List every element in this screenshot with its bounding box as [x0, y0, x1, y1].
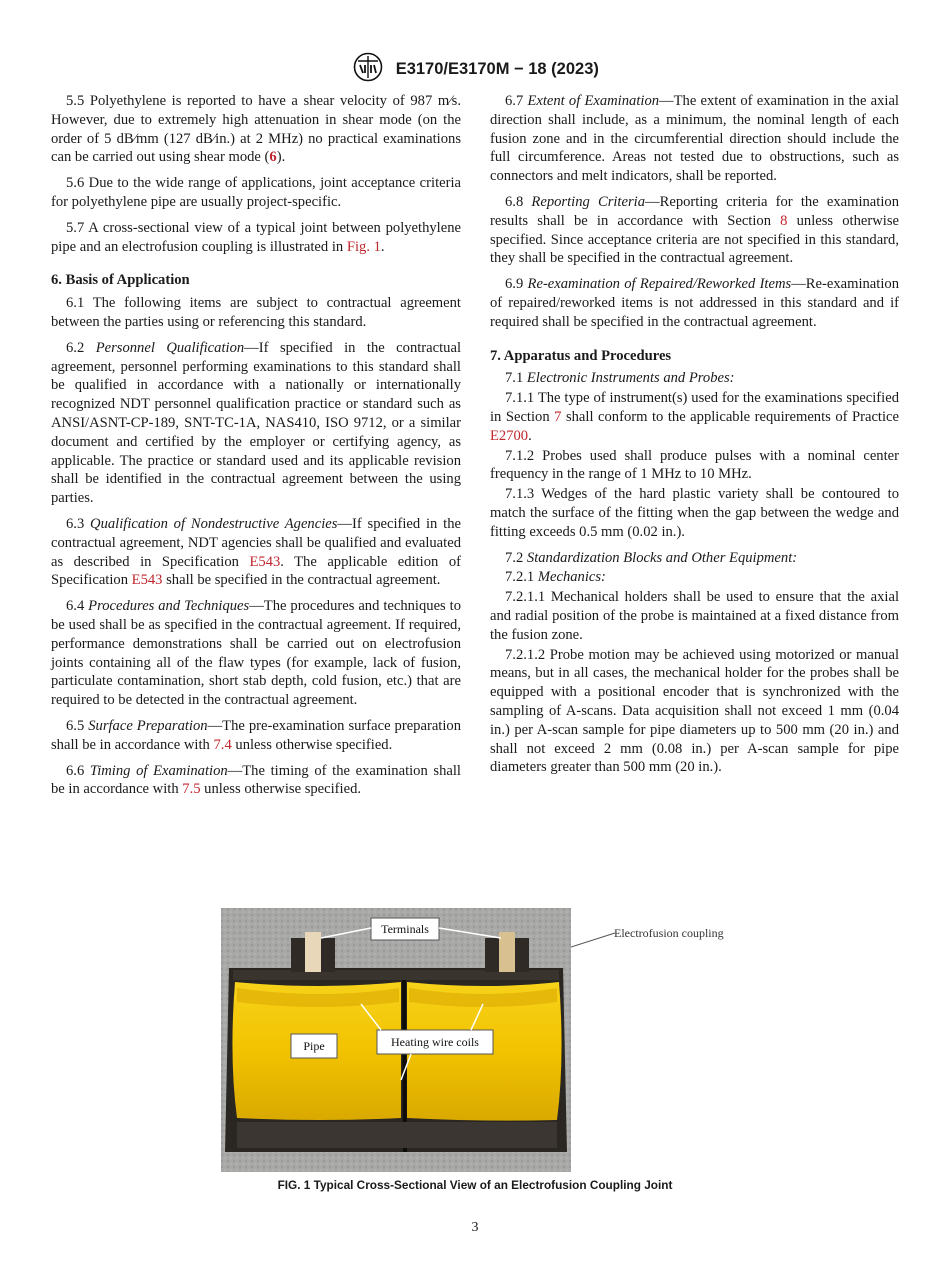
terminal-left-pin: [305, 932, 321, 972]
para-6-8: 6.8 Reporting Criteria—Reporting criteria for the examination results shall be in accordance with Section 8 unless otherwise specified. Since acceptance criteria are not specified in this standard, they shall be specified in the contractual agreement.: [490, 193, 899, 267]
para-6-9: 6.9 Re-examination of Repaired/Reworked Items—Re-examination of repaired/reworked items is not addressed in this standard and if required shall be specified in the contractual agreement.: [490, 276, 899, 330]
section-6-heading: 6. Basis of Application: [51, 272, 190, 289]
section-7-heading: 7. Apparatus and Procedures: [490, 347, 672, 364]
para-7-2-1-2: 7.2.1.2 Probe motion may be achieved using motorized or manual means, but in all cases, the mechanical holder for the probes shall be equipped with a positional encoder that is synchronized with the sampling of A-scans. Data acquisition shall not exceed 1 mm (0.04 in.) per A-scan sample for pipe diameters up to 500 mm (20 in.) and shall not exceed 2 mm (0.08 in.) per A-scan sample for pipe diameters greater than 500 mm (20 in.).: [490, 646, 899, 776]
para-7-1-2: 7.1.2 Probes used shall produce pulses with a nominal center frequency in the range of 1 MHz to 10 MHz.: [490, 447, 899, 483]
section-7-link[interactable]: 7: [554, 408, 562, 425]
para-7-1: 7.1 Electronic Instruments and Probes:: [505, 370, 735, 387]
section-8-link[interactable]: 8: [780, 212, 788, 229]
figure-1-photo: [221, 908, 571, 1172]
para-7-2-1: 7.2.1 Mechanics:: [505, 569, 606, 586]
section-7-4-link[interactable]: 7.4: [213, 736, 232, 753]
para-6-6: 6.6 Timing of Examination—The timing of the examination shall be in accordance with 7.5 unless otherwise specified.: [51, 762, 461, 798]
right-column: [490, 92, 899, 784]
para-7-1-1: 7.1.1 The type of instrument(s) used for the examinations specified in Section 7 shall conform to the applicable requirements of Practice E2700.: [490, 390, 899, 444]
para-6-2: 6.2 Personnel Qualification—If specified in the contractual agreement, personnel performing examinations to this standard shall be qualified in accordance with a nationally or internationally recognized NDT personnel qualification practice or standard such as ANSI/ASNT-CP-189, SNT-TC-1A, NAS410, ISO 9712, or a similar document and certified by the employer or certifying agency, as applicable. The practice or standard used and its applicable revision shall be identified in the contractual agreement between the using parties.: [51, 339, 461, 507]
section-7-5-link[interactable]: 7.5: [182, 781, 201, 798]
para-6-1: 6.1 The following items are subject to contractual agreement between the parties using or referencing this standard.: [51, 295, 461, 330]
terminals-label: Terminals: [381, 922, 429, 936]
document-designation: E3170/E3170M − 18 (2023): [395, 60, 599, 78]
fig-1-link[interactable]: Fig. 1: [346, 238, 381, 255]
para-6-3: 6.3 Qualification of Nondestructive Agencies—If specified in the contractual agreement, NDT agencies shall be qualified and evaluated as described in Specification E543. The applicable edition of Specification E543 shall be specified in the contractual agreement.: [51, 515, 461, 589]
coupling-callout-line: [571, 925, 617, 949]
heating-wire-coils-band: [237, 1122, 557, 1148]
para-6-4: 6.4 Procedures and Techniques—The procedures and techniques to be used shall be as specified in the contractual agreement. If required, performance demonstrations shall be carried out on electrofusion joints containing all of the flaw types (for example, lack of fusion, particulate contamination, short stab depth, cold fusion, etc.) that are required to be detected in the contractual agreement.: [51, 598, 461, 709]
page-header: [0, 52, 950, 87]
terminal-right-pin: [499, 932, 515, 972]
para-5-6: 5.6 Due to the wide range of applications, joint acceptance criteria for polyethylene pipe are usually project-specific.: [51, 175, 461, 210]
electrofusion-joint-illustration: [221, 908, 571, 1172]
ref-6-link[interactable]: 6: [269, 149, 277, 166]
para-5-5: 5.5 Polyethylene is reported to have a shear velocity of 987 m⁄s. However, due to extremely high attenuation in shear mode (on the order of 5 dB⁄mm (127 dB⁄in.) at 2 MHz) no practical examinations can be carried out using shear mode (6).: [51, 93, 461, 166]
para-6-7: 6.7 Extent of Examination—The extent of examination in the axial direction shall include, as a minimum, the nominal length of each fusion zone and in the circumferential direction should include the full circumference. Areas not tested due to obstructions, such as connectors and melt indicators, shall be reported.: [490, 93, 899, 185]
figure-1-caption: FIG. 1 Typical Cross-Sectional View of an Electrofusion Coupling Joint: [277, 1178, 673, 1192]
heating-wire-coils-label: Heating wire coils: [391, 1035, 479, 1049]
page-number: 3: [471, 1220, 479, 1235]
para-6-5: 6.5 Surface Preparation—The pre-examination surface preparation shall be in accordance with 7.4 unless otherwise specified.: [51, 717, 461, 753]
astm-logo-icon: [351, 52, 385, 87]
pipe-label: Pipe: [303, 1039, 325, 1053]
para-5-7: 5.7 A cross-sectional view of a typical joint between polyethylene pipe and an electrofusion coupling is illustrated in Fig. 1.: [51, 219, 461, 255]
para-7-2-1-1: 7.2.1.1 Mechanical holders shall be used to ensure that the axial and radial position of the probe is maintained at a fixed distance from the fusion zone.: [490, 589, 899, 643]
e543-link[interactable]: E543: [131, 572, 163, 589]
e2700-link[interactable]: E2700: [490, 427, 529, 444]
left-column: [51, 92, 461, 806]
para-7-2: 7.2 Standardization Blocks and Other Equipment:: [505, 549, 798, 566]
e543-link[interactable]: E543: [249, 553, 281, 570]
para-7-1-3: 7.1.3 Wedges of the hard plastic variety shall be contoured to match the surface of the fitting when the gap between the wedge and fitting exceeds 0.5 mm (0.02 in.).: [490, 486, 899, 540]
electrofusion-coupling-label: Electrofusion coupling: [614, 926, 724, 940]
